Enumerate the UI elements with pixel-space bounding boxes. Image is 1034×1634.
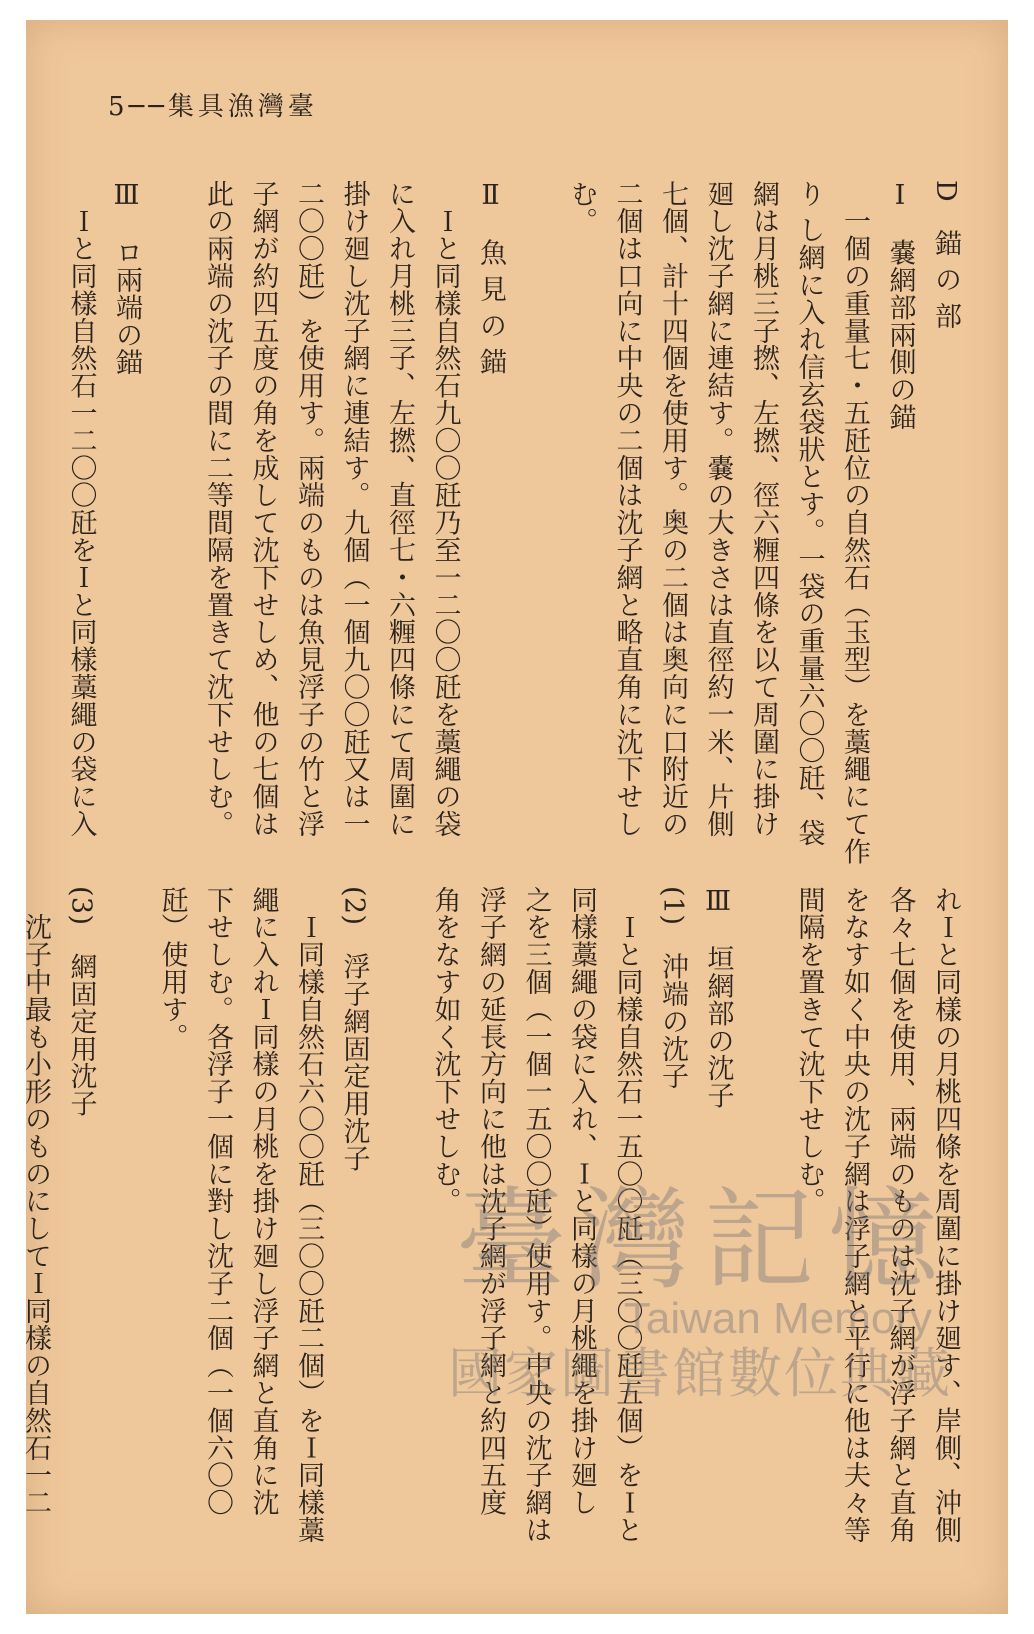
watermark-chinese: 國家圖書館數位典藏 — [448, 1342, 952, 1405]
watermark-english: Taiwan Memory — [623, 1294, 932, 1343]
text-column: 七個、計十四個を使用す。奥の二個は奥向に口附近の — [657, 180, 688, 838]
text-column: Ｉと同樣自然石一二〇〇瓩をＩと同樣藁繩の袋に入 — [65, 180, 97, 838]
text-column — [149, 180, 195, 880]
text-column: 二〇〇瓩）を使用す。兩端のものは魚見浮子の竹と浮 — [293, 180, 324, 838]
text-column: (2) 浮子網固定用沈子 — [338, 886, 370, 1173]
running-header: 5──集具漁灣臺 — [108, 92, 318, 122]
text-column: Ｉと同樣自然石九〇〇瓩乃至一二〇〇瓩を藁繩の袋 — [429, 180, 461, 838]
text-column: 各々七個を使用、兩端のものは沈子網が浮子網と直角 — [884, 886, 916, 1544]
text-column: 二個は口向に中央の二個は沈子網と略直角に沈下せし — [611, 180, 643, 838]
text-column: 同樣藁繩の袋に入れ、Ｉと同樣の月桃繩を掛け廻し — [566, 886, 597, 1517]
text-column: をなす如く中央の沈子網は浮子網と平行に他は夫々等 — [839, 886, 870, 1544]
text-column — [513, 180, 559, 880]
text-column — [104, 886, 150, 1566]
text-column: Ｉと同樣自然石一五〇〇瓩（三〇〇瓩五個）をＩと — [611, 886, 643, 1544]
text-column: Ⅱ 魚 見 の 錨 — [475, 180, 506, 376]
watermark-logo-text: 臺灣記憶 — [456, 1176, 952, 1304]
text-column: Ｉ同樣自然石六〇〇瓩（三〇〇瓩二個）をＩ同樣藁 — [293, 886, 324, 1544]
book-page — [20, 20, 1008, 1614]
text-column: 一個の重量七・五瓩位の自然石（玉型）を藁繩にて作 — [839, 180, 870, 865]
text-column: 下せしむ。各浮子一個に對し沈子二個（一個六〇〇 — [202, 886, 233, 1517]
text-column: 間隔を置きて沈下せしむ。 — [793, 886, 825, 1215]
text-column: 浮子網の延長方向に他は沈子網が浮子網と約四五度 — [475, 886, 506, 1517]
text-column: 沈子中最も小形のものにしてＩ同樣の自然石一二 — [20, 886, 51, 1517]
text-column: 角をなす如く沈下せしむ。 — [429, 886, 461, 1215]
text-column: 瓩）使用す。 — [156, 886, 188, 1051]
text-column: (1) 沖端の沈子 — [657, 886, 688, 1090]
text-column: む。 — [566, 180, 597, 235]
text-column: 網は月桃三子撚、左撚、徑六糎四條を以て周圍に掛け — [748, 180, 779, 838]
watermark — [412, 1176, 952, 1405]
text-column: Ⅲ ロ兩端の錨 — [111, 180, 142, 376]
text-column: 繩に入れＩ同樣の月桃を掛け廻し浮子網と直角に沈 — [247, 886, 279, 1517]
text-column: れＩと同樣の月桃四條を周圍に掛け廻す、岸側、沖側 — [930, 886, 961, 1544]
text-column: 掛け廻し沈子網に連結す。九個（一個九〇〇瓩又は一 — [338, 180, 370, 838]
text-column: Ⅰ 嚢網部兩側の錨 — [884, 180, 916, 431]
text-column: り し網に入れ信玄袋狀とす。一袋の重量六〇〇瓩、袋 — [793, 180, 825, 847]
text-block-upper — [58, 180, 968, 880]
text-column: 廻し沈子網に連結す。嚢の大きさは直徑約一米、片側 — [702, 180, 734, 838]
text-column: (3) 網固定用沈子 — [65, 886, 97, 1118]
text-column: D 錨 の 部 — [930, 180, 961, 330]
text-column: 之を三個（一個一五〇〇瓩）使用す。中央の沈子網は — [520, 886, 552, 1544]
text-column: 此の兩端の沈子の間に二等間隔を置きて沈下せしむ。 — [202, 180, 233, 838]
text-column: 子網が約四五度の角を成して沈下せしめ、他の七個は — [247, 180, 279, 838]
text-column: Ⅲ 垣網部の沈子 — [702, 886, 734, 1110]
text-column: に入れ月桃三子、左撚、直徑七・六糎四條にて周圍に — [384, 180, 415, 838]
